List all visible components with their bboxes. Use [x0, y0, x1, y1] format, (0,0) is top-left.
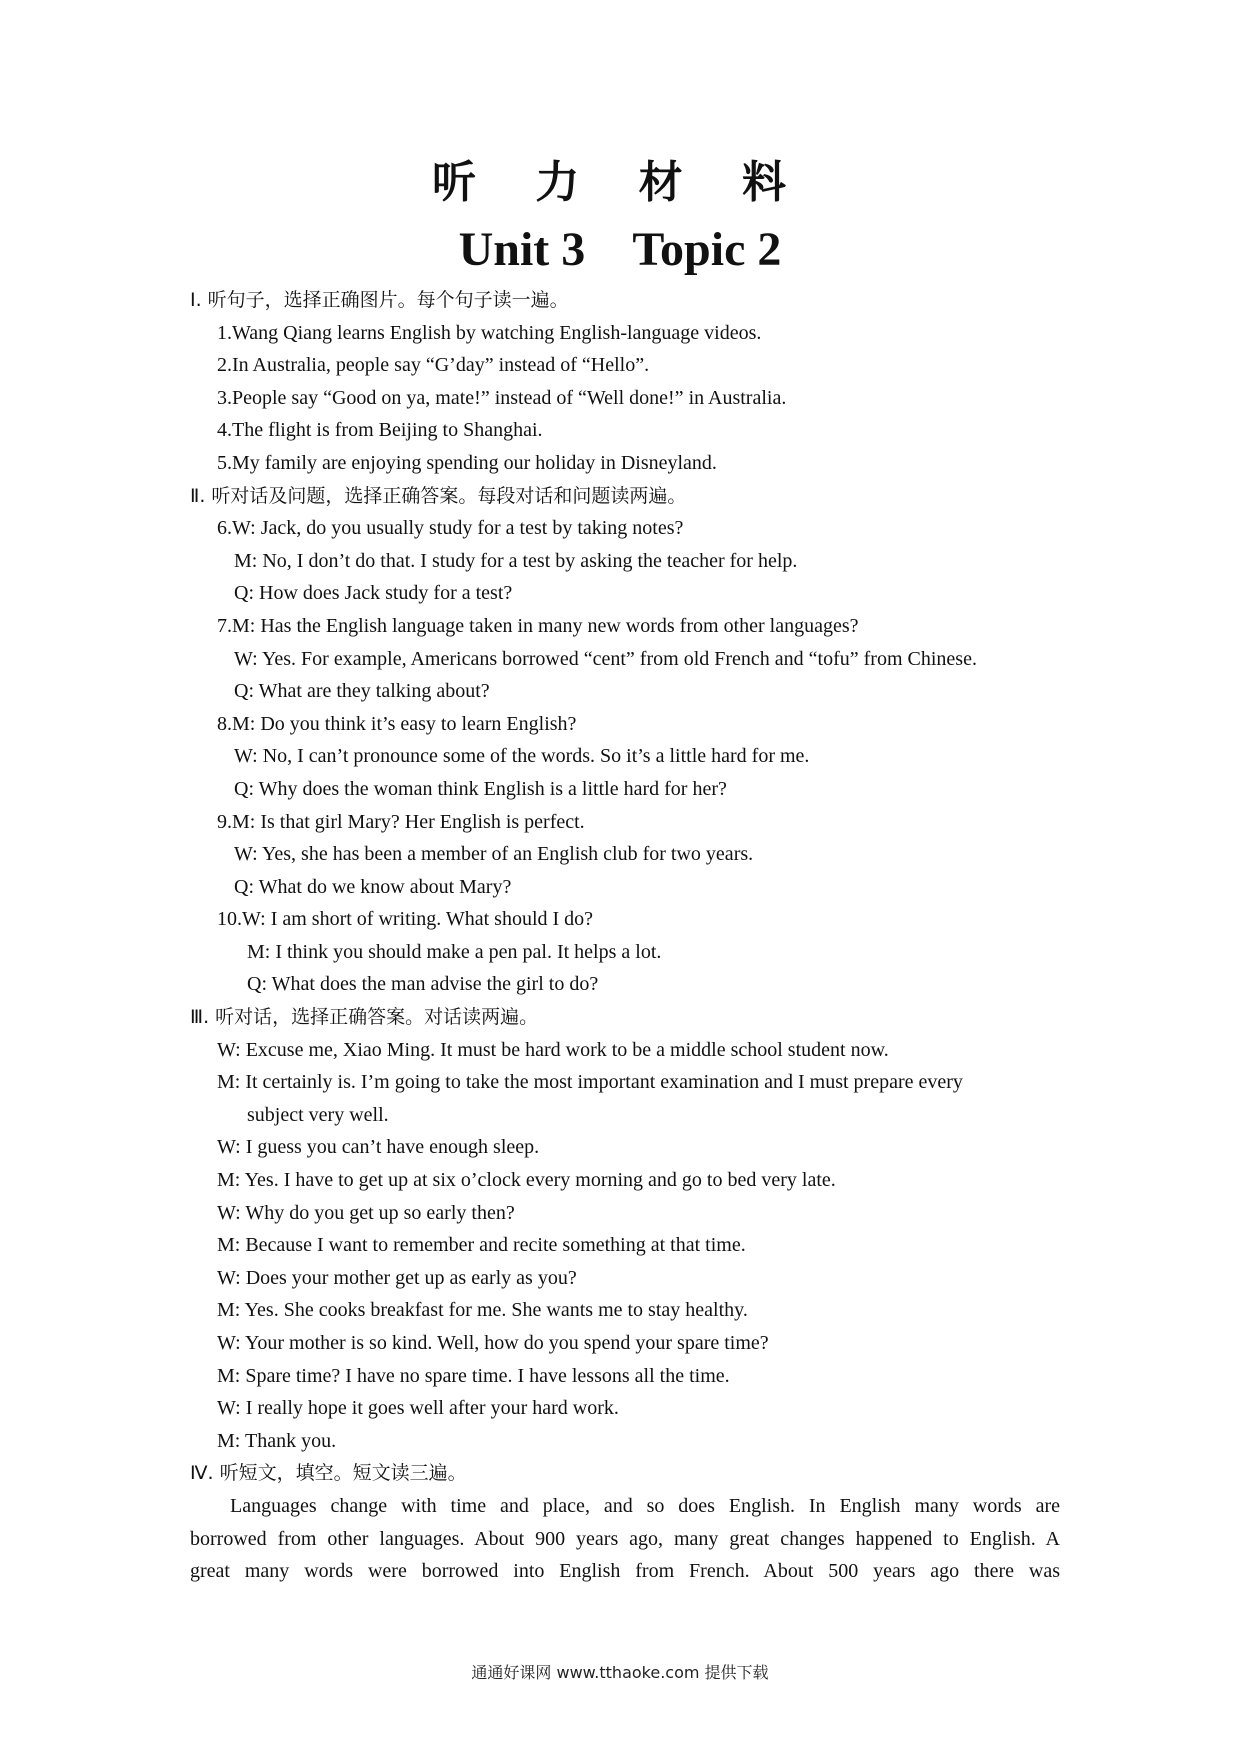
page-footer: 通通好课网 www.tthaoke.com 提供下载: [471, 1663, 769, 1682]
conversation-line: W: I really hope it goes well after your hard work.: [217, 1397, 619, 1420]
dialogue-line: 6.W: Jack, do you usually study for a test by taking notes?: [217, 517, 684, 540]
dialogue-question: Q: How does Jack study for a test?: [234, 582, 513, 605]
section-1-heading: Ⅰ. 听句子，选择正确图片。每个句子读一遍。: [190, 289, 569, 311]
conversation-line: M: It certainly is. I’m going to take the most important examination and I must prepare every: [217, 1071, 963, 1094]
dialogue-line: 10.W: I am short of writing. What should I do?: [217, 908, 594, 931]
section-1-sentence: 2.In Australia, people say “G’day” instead of “Hello”.: [217, 354, 650, 377]
unit-topic-title: Unit 3 Topic 2: [458, 223, 782, 276]
section-1-sentence: 3.People say “Good on ya, mate!” instead of “Well done!” in Australia.: [217, 386, 787, 409]
dialogue-question: Q: What does the man advise the girl to do?: [247, 973, 599, 996]
conversation-line: W: Your mother is so kind. Well, how do you spend your spare time?: [217, 1332, 769, 1354]
conversation-line: M: Thank you.: [217, 1429, 337, 1452]
section-3-heading: Ⅲ. 听对话，选择正确答案。对话读两遍。: [190, 1006, 539, 1029]
dialogue-question: Q: Why does the woman think English is a little hard for her?: [234, 777, 727, 800]
conversation-line: M: Spare time? I have no spare time. I have lessons all the time.: [217, 1364, 730, 1387]
section-1-sentence: 1.Wang Qiang learns English by watching English-language videos.: [217, 321, 762, 344]
section-1-sentence: 5.My family are enjoying spending our holiday in Disneyland.: [217, 451, 717, 474]
conversation-line: M: Because I want to remember and recite something at that time.: [217, 1234, 746, 1257]
dialogue-line: M: No, I don’t do that. I study for a test by asking the teacher for help.: [234, 549, 798, 572]
dialogue-line: 7.M: Has the English language taken in many new words from other languages?: [217, 614, 859, 637]
conversation-line: W: Does your mother get up as early as you?: [217, 1266, 577, 1289]
passage-line: Languages change with time and place, and so does English. In English many words are: [230, 1494, 1060, 1517]
conversation-line: W: Why do you get up so early then?: [217, 1201, 515, 1224]
section-2-heading: Ⅱ. 听对话及问题，选择正确答案。每段对话和问题读两遍。: [190, 484, 687, 507]
dialogue-line: W: Yes, she has been a member of an English club for two years.: [234, 843, 754, 866]
document-body: [190, 284, 1060, 1588]
document-title-chinese: 听 力 材 料: [432, 157, 808, 208]
passage-line: borrowed from other languages. About 900 years ago, many great changes happened to English. A: [190, 1527, 1060, 1550]
conversation-line: M: Yes. I have to get up at six o’clock every morning and go to bed very late.: [217, 1169, 836, 1192]
conversation-line: subject very well.: [247, 1103, 389, 1126]
section-1-sentence: 4.The flight is from Beijing to Shanghai.: [217, 419, 543, 442]
conversation-line: W: I guess you can’t have enough sleep.: [217, 1136, 540, 1159]
dialogue-line: M: I think you should make a pen pal. It helps a lot.: [247, 940, 662, 963]
passage-line: great many words were borrowed into English from French. About 500 years ago there was: [190, 1560, 1060, 1583]
dialogue-line: 8.M: Do you think it’s easy to learn English?: [217, 712, 577, 735]
dialogue-line: W: Yes. For example, Americans borrowed “cent” from old French and “tofu” from Chinese.: [234, 647, 977, 670]
section-4-heading: Ⅳ. 听短文，填空。短文读三遍。: [190, 1462, 467, 1485]
dialogue-question: Q: What do we know about Mary?: [234, 875, 512, 898]
dialogue-question: Q: What are they talking about?: [234, 680, 490, 703]
conversation-line: M: Yes. She cooks breakfast for me. She wants me to stay healthy.: [217, 1299, 748, 1322]
conversation-line: W: Excuse me, Xiao Ming. It must be hard work to be a middle school student now.: [217, 1038, 889, 1061]
dialogue-line: W: No, I can’t pronounce some of the words. So it’s a little hard for me.: [234, 745, 810, 768]
dialogue-line: 9.M: Is that girl Mary? Her English is perfect.: [217, 810, 585, 833]
